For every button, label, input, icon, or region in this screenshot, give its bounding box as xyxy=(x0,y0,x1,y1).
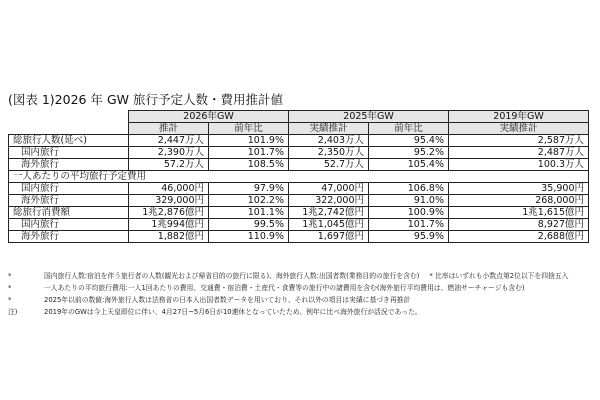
header-2026-yoy: 前年比 xyxy=(209,123,289,135)
cell-2019-value: 268,000円 xyxy=(449,195,589,207)
cell-2025-value: 1兆2,742億円 xyxy=(289,207,369,219)
cell-2026-value: 57.2万人 xyxy=(129,159,209,171)
cell-2026-value: 1,882億円 xyxy=(129,231,209,243)
row-label-section: 一人あたりの平均旅行予定費用 xyxy=(9,171,589,183)
row-label: 国内旅行 xyxy=(9,147,129,159)
gw-travel-table xyxy=(8,110,589,243)
footnote-text: 一人あたりの平均旅行費用:一人1回あたりの費用、交通費・宿泊費・土産代・食費等の旅行中の諸費用を含む(海外旅行平均費用は、燃油サーチャージも含む) xyxy=(44,284,525,292)
footnote-text: 2025年以前の数値:海外旅行人数は法務省の日本人出国者数データを用いており、それ以外の項目は実績に基づき再推計 xyxy=(44,296,411,304)
cell-2026-yoy: 108.5% xyxy=(209,159,289,171)
table-row xyxy=(9,231,589,243)
header-corner-sub xyxy=(9,123,129,135)
header-2019-actual: 実績推計 xyxy=(449,123,589,135)
footnotes xyxy=(8,270,593,318)
table-row xyxy=(9,147,589,159)
cell-2025-value: 2,403万人 xyxy=(289,135,369,147)
footnote-mark: * xyxy=(8,284,12,292)
cell-2019-value: 8,927億円 xyxy=(449,219,589,231)
row-label: 海外旅行 xyxy=(9,159,129,171)
table-row xyxy=(9,219,589,231)
row-label: 総旅行人数(延べ) xyxy=(9,135,129,147)
cell-2026-yoy: 99.5% xyxy=(209,219,289,231)
cell-2019-value: 2,688億円 xyxy=(449,231,589,243)
cell-2025-value: 1,697億円 xyxy=(289,231,369,243)
row-label: 総旅行消費額 xyxy=(9,207,129,219)
footnote xyxy=(8,270,593,282)
row-label: 海外旅行 xyxy=(9,195,129,207)
footnote-mark: * xyxy=(8,272,12,280)
cell-2026-value: 1兆994億円 xyxy=(129,219,209,231)
table-row xyxy=(9,135,589,147)
table-row xyxy=(9,183,589,195)
cell-2025-value: 47,000円 xyxy=(289,183,369,195)
cell-2025-value: 2,350万人 xyxy=(289,147,369,159)
table-title: (図表 1)2026 年 GW 旅行予定人数・費用推計値 xyxy=(8,92,283,107)
cell-2025-yoy: 105.4% xyxy=(369,159,449,171)
cell-2026-value: 1兆2,876億円 xyxy=(129,207,209,219)
cell-2025-value: 52.7万人 xyxy=(289,159,369,171)
footnote xyxy=(8,294,593,306)
header-2025-yoy: 前年比 xyxy=(369,123,449,135)
footnote-mark: * xyxy=(8,296,12,304)
cell-2026-yoy: 110.9% xyxy=(209,231,289,243)
cell-2026-yoy: 97.9% xyxy=(209,183,289,195)
table-row xyxy=(9,159,589,171)
cell-2026-value: 2,390万人 xyxy=(129,147,209,159)
cell-2019-value: 2,587万人 xyxy=(449,135,589,147)
row-label: 海外旅行 xyxy=(9,231,129,243)
footnote-mark: 注) xyxy=(8,308,18,316)
cell-2025-yoy: 91.0% xyxy=(369,195,449,207)
cell-2026-yoy: 102.2% xyxy=(209,195,289,207)
footnote-text: 国内旅行人数:宿泊を伴う旅行者の人数(観光および帰省目的の旅行に限る)、海外旅行人数:出国者数(業務目的の旅行を含む) xyxy=(44,272,420,280)
footnote-text-secondary: * 比率はいずれも小数点第2位以下を四捨五入 xyxy=(429,272,569,280)
row-label: 国内旅行 xyxy=(9,183,129,195)
footnote xyxy=(8,282,593,294)
cell-2026-yoy: 101.9% xyxy=(209,135,289,147)
cell-2026-yoy: 101.1% xyxy=(209,207,289,219)
cell-2025-yoy: 95.9% xyxy=(369,231,449,243)
cell-2026-value: 2,447万人 xyxy=(129,135,209,147)
cell-2025-yoy: 101.7% xyxy=(369,219,449,231)
footnote-text: 2019年のGWは今上天皇即位に伴い、4月27日~5月6日が10連休となっていたため、例年に比べ海外旅行が活況であった。 xyxy=(44,308,422,316)
header-2019: 2019年GW xyxy=(449,111,589,123)
cell-2025-value: 1兆1,045億円 xyxy=(289,219,369,231)
row-label: 国内旅行 xyxy=(9,219,129,231)
cell-2026-value: 46,000円 xyxy=(129,183,209,195)
cell-2026-yoy: 101.7% xyxy=(209,147,289,159)
cell-2019-value: 1兆1,615億円 xyxy=(449,207,589,219)
cell-2019-value: 35,900円 xyxy=(449,183,589,195)
cell-2025-yoy: 100.9% xyxy=(369,207,449,219)
table-row xyxy=(9,171,589,183)
table-row xyxy=(9,195,589,207)
header-2026: 2026年GW xyxy=(129,111,289,123)
cell-2025-yoy: 95.4% xyxy=(369,135,449,147)
header-2025-actual: 実績推計 xyxy=(289,123,369,135)
cell-2026-value: 329,000円 xyxy=(129,195,209,207)
cell-2019-value: 100.3万人 xyxy=(449,159,589,171)
table-row xyxy=(9,207,589,219)
cell-2025-value: 322,000円 xyxy=(289,195,369,207)
header-2026-estimate: 推計 xyxy=(129,123,209,135)
footnote xyxy=(8,306,593,318)
header-2025: 2025年GW xyxy=(289,111,449,123)
cell-2025-yoy: 95.2% xyxy=(369,147,449,159)
cell-2025-yoy: 106.8% xyxy=(369,183,449,195)
header-row-sub xyxy=(9,123,589,135)
cell-2019-value: 2,487万人 xyxy=(449,147,589,159)
header-corner xyxy=(9,111,129,123)
header-row-years xyxy=(9,111,589,123)
